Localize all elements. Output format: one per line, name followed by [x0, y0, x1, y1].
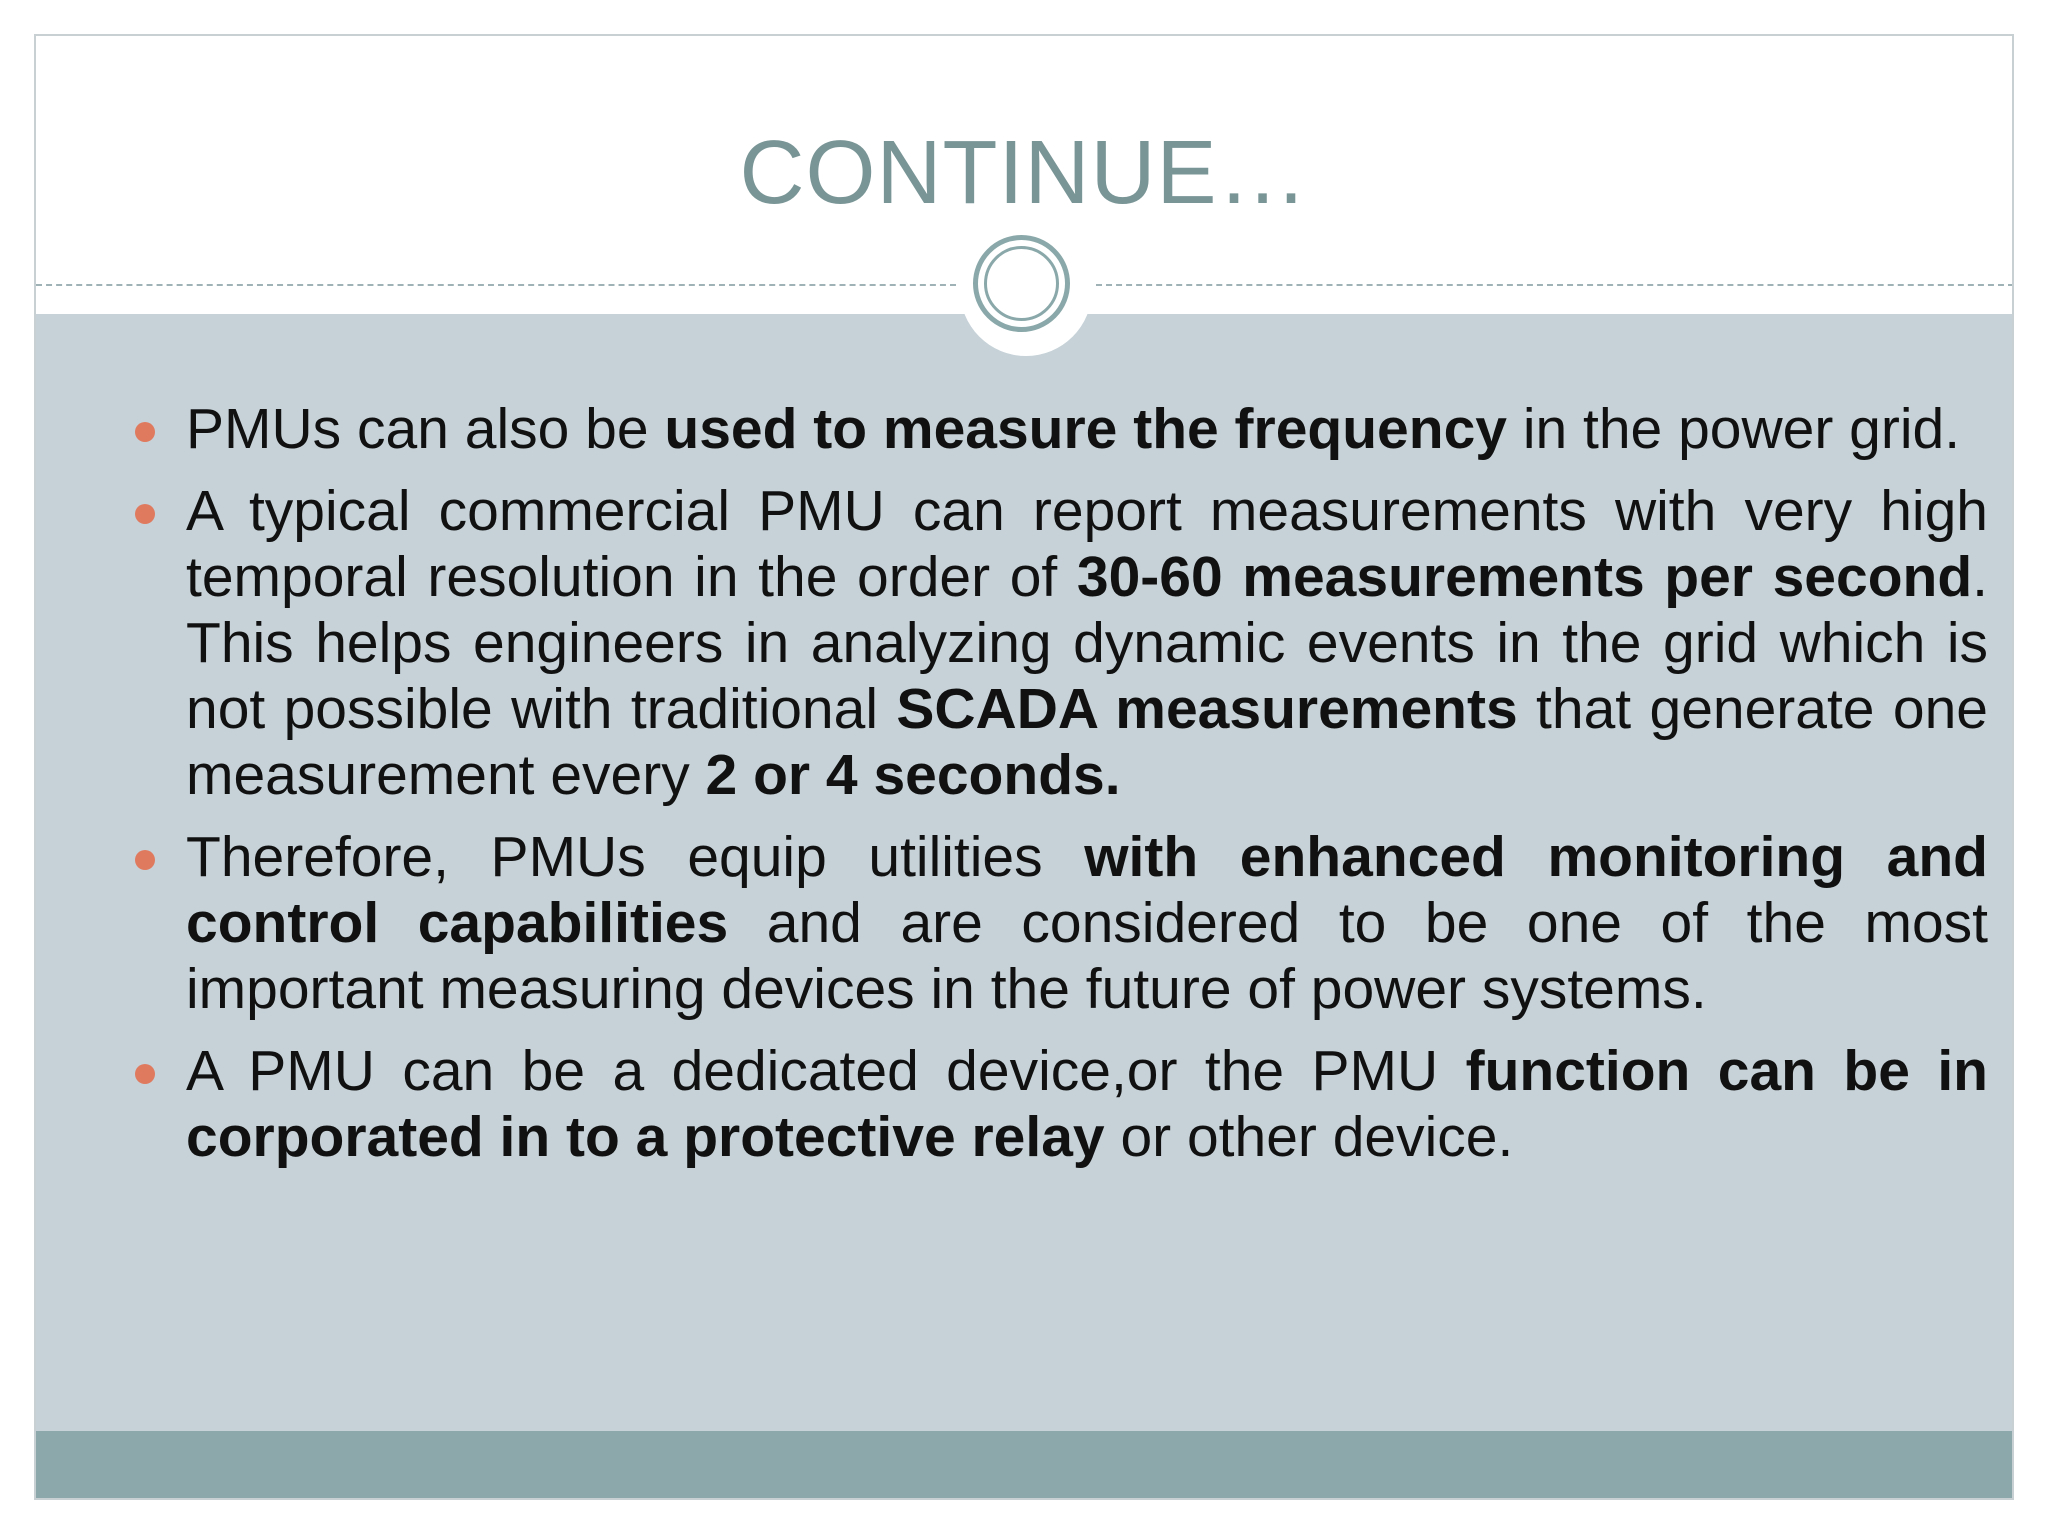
bullet-dot-icon — [135, 422, 155, 442]
slide — [34, 34, 2014, 1500]
bullet-text: in the power grid. — [1506, 397, 1961, 461]
bullet-text-bold: 30-60 measurements per second — [1076, 545, 1973, 609]
bullet-text: that generate one measurement every — [186, 677, 1988, 807]
bullet-dot-icon — [135, 504, 155, 524]
bullet-text-bold: function can be in corporated in to a protective relay — [186, 1039, 1988, 1169]
bullet-dot-icon — [135, 850, 155, 870]
bullet-text: PMUs can also be — [186, 397, 665, 461]
bullet-item — [152, 396, 1988, 462]
bullet-text: A typical commercial PMU can report measurements with very high temporal resolution in the order of — [186, 479, 1988, 609]
title-divider-left — [36, 284, 956, 286]
bullet-text-bold: 2 or 4 seconds. — [705, 743, 1121, 807]
bullet-text-bold: with enhanced monitoring and control capabilities — [186, 825, 1989, 955]
bullet-text: or other device. — [1104, 1105, 1514, 1169]
bullet-text: . This helps engineers in analyzing dynamic events in the grid which is not possible with traditional — [186, 545, 1989, 741]
bullet-text-bold: used to measure the frequency — [664, 397, 1507, 461]
bullet-item — [152, 478, 1988, 808]
bullet-text: and are considered to be one of the most important measuring devices in the future of power systems. — [186, 891, 1988, 1021]
slide-title: CONTINUE… — [739, 123, 1309, 223]
bullet-list — [152, 396, 1988, 1186]
bullet-text: A PMU can be a dedicated device,or the PMU — [186, 1039, 1466, 1103]
circle-ornament-inner-icon — [984, 246, 1059, 321]
bullet-text: Therefore, PMUs equip utilities — [186, 825, 1085, 889]
bullet-dot-icon — [135, 1064, 155, 1084]
title-divider-right — [1096, 284, 2014, 286]
footer-band — [36, 1431, 2012, 1500]
bullet-text-bold: SCADA measurements — [896, 677, 1518, 741]
bullet-item — [152, 1038, 1988, 1170]
bullet-item — [152, 824, 1988, 1022]
